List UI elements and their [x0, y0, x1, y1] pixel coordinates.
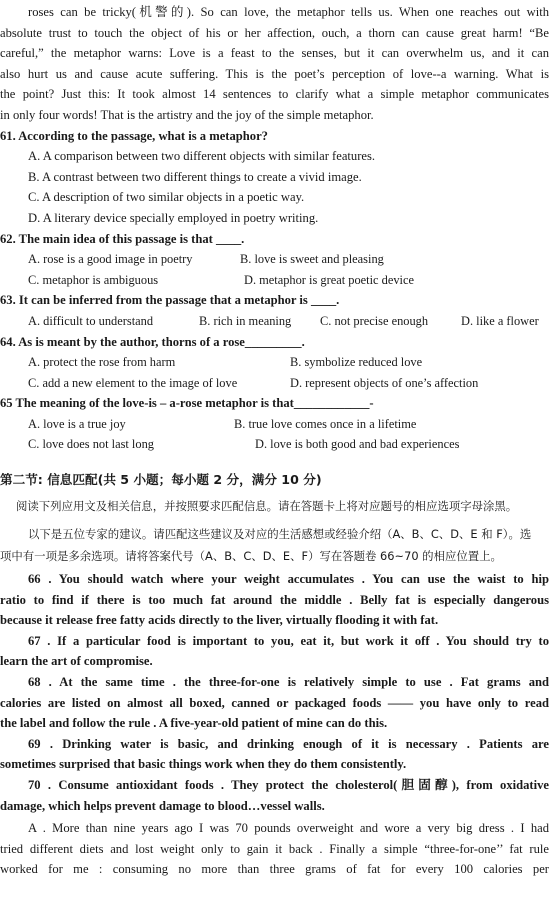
question-stem: 63. It can be inferred from the passage that a metaphor is ____. — [0, 293, 340, 308]
advice-68-cont: calories are listed on almost all boxed, canned or packaged foods —— you have only to read — [0, 695, 549, 710]
section-note: 以下是五位专家的建议。请匹配这些建议及对应的生活感想或经验介绍（A、B、C、D、E 和 F）。选 — [28, 527, 532, 542]
option-row — [0, 414, 549, 435]
option-d[interactable]: D. A literary device specially employed in poetry writing. — [28, 210, 319, 225]
experience-a-line: A . More than nine years ago I was 70 pounds overweight and wore a very big dress . I had — [28, 821, 549, 836]
option-row — [0, 373, 549, 394]
passage-line: also hurt us and cause acute suffering. This is the poet’s perception of love--a warning. What is — [0, 66, 549, 81]
option-row — [0, 352, 549, 373]
advice-68: 68 . At the same time . the three-for-one is relatively simple to use . Fat grams and — [28, 675, 549, 690]
passage-line: the point? Just this: It took almost 14 sentences to clarify what a simple metaphor communicates — [0, 87, 549, 102]
section-2 — [0, 465, 549, 880]
option-a[interactable]: A. love is a true joy — [28, 416, 126, 431]
option-a[interactable]: A. protect the rose from harm — [28, 355, 176, 370]
option-b[interactable]: B. symbolize reduced love — [290, 355, 423, 370]
advice-66-cont: because it release free fatty acids directly to the liver, virtually flooding it with fat. — [0, 613, 439, 628]
advice-67: 67 . If a particular food is important to you, eat it, but work it off . You should try to — [28, 633, 549, 648]
option-d[interactable]: D. like a flower — [461, 313, 539, 328]
advice-69: 69 . Drinking water is basic, and drinking enough of it is necessary . Patients are — [28, 736, 549, 751]
option-a[interactable]: A. A comparison between two different objects with similar features. — [28, 149, 376, 164]
advice-67-cont: learn the art of compromise. — [0, 654, 153, 669]
passage-line: in only four words! That is the artistry and the joy of the simple metaphor. — [0, 107, 374, 122]
passage-line: roses can be tricky(机警的). So can love, the metaphor tells us. When one reaches out with — [28, 5, 549, 19]
option-row — [0, 249, 549, 270]
question-stem: 65 The meaning of the love-is – a-rose metaphor is that____________- — [0, 396, 374, 411]
advice-66-cont: ratio to find if there is too much fat around the middle . Belly fat is especially dangerous — [0, 592, 549, 607]
advice-70-cont: damage, which helps prevent damage to blood…vessel walls. — [0, 798, 325, 813]
option-d[interactable]: D. metaphor is great poetic device — [244, 272, 414, 287]
section-title: 第二节: 信息匹配(共 5 小题；每小题 2 分，满分 10 分) — [0, 472, 322, 488]
question-65 — [0, 393, 549, 455]
question-stem: 64. As is meant by the author, thorns of a rose_________. — [0, 334, 305, 349]
option-row — [0, 434, 549, 455]
section-instruction: 阅读下列应用文及相关信息，并按照要求匹配信息。请在答题卡上将对应题号的相应选项字母涂黑。 — [16, 499, 518, 514]
option-a[interactable]: A. difficult to understand — [28, 313, 154, 328]
experience-a — [0, 818, 549, 880]
option-row — [0, 270, 549, 291]
question-stem: 61. According to the passage, what is a metaphor? — [0, 128, 268, 143]
option-b[interactable]: B. true love comes once in a lifetime — [234, 416, 417, 431]
passage-line: careful,” the metaphor warns: Love is a feast to the senses, but it can overwhelm us, and it can — [0, 46, 549, 61]
advice-66: 66 . You should watch where your weight accumulates . You can use the waist to hip — [28, 572, 549, 587]
option-d[interactable]: D. represent objects of one’s affection — [290, 375, 479, 390]
experience-a-line: tried different diets and lost weight only to gain it back . Finally a simple “three-for-one’’ fat rule — [0, 841, 549, 856]
question-stem: 62. The main idea of this passage is that ____. — [0, 231, 245, 246]
option-row — [0, 311, 549, 332]
question-62 — [0, 229, 549, 291]
option-a[interactable]: A. rose is a good image in poetry — [28, 252, 193, 267]
passage — [0, 2, 549, 126]
option-b[interactable]: B. love is sweet and pleasing — [240, 252, 384, 267]
advice-70: 70 . Consume antioxidant foods . They protect the cholesterol(胆固醇), from oxidative — [28, 778, 549, 792]
option-b[interactable]: B. rich in meaning — [199, 313, 292, 328]
section-note: 项中有一项是多余选项。请将答案代号（A、B、C、D、E、F）写在答题卷 66~70 的相应位置上。 — [0, 549, 502, 564]
option-c[interactable]: C. A description of two similar objects in a poetic way. — [28, 190, 305, 205]
question-64 — [0, 332, 549, 394]
option-c[interactable]: C. love does not last long — [28, 437, 154, 452]
option-d[interactable]: D. love is both good and bad experiences — [255, 437, 460, 452]
advice-68-cont: the label and follow the rule . A five-year-old patient of mine can do this. — [0, 716, 388, 731]
advice-69-cont: sometimes surprised that basic things work when they do them consistently. — [0, 757, 407, 772]
option-c[interactable]: C. add a new element to the image of love — [28, 375, 238, 390]
option-b[interactable]: B. A contrast between two different things to create a vivid image. — [28, 169, 362, 184]
option-c[interactable]: C. metaphor is ambiguous — [28, 272, 159, 287]
option-c[interactable]: C. not precise enough — [320, 313, 429, 328]
question-61 — [0, 126, 549, 229]
advice-items — [0, 569, 549, 816]
passage-line: absolute trust to touch the object of his or her affection, ouch, a thorn can cause great harm! “Be — [0, 25, 549, 40]
question-63 — [0, 290, 549, 331]
experience-a-line: worked for me : consuming no more than three grams of fat for every 100 calories per — [0, 862, 549, 877]
